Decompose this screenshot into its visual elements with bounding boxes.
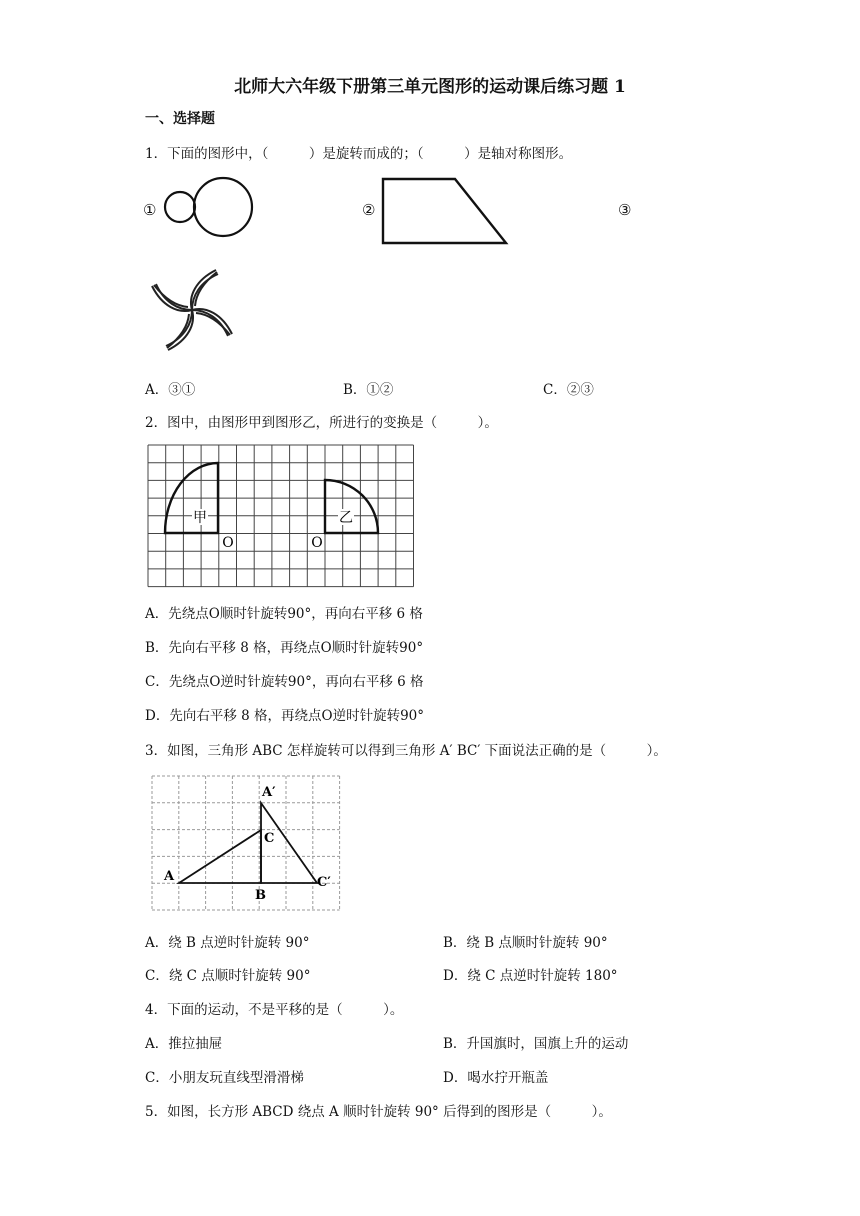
label-o-right: O bbox=[311, 535, 323, 551]
point-c-label: C bbox=[264, 831, 275, 846]
q3-option-b: B．绕 B 点顺时针旋转 90° bbox=[443, 935, 608, 951]
q2-option-b: B．先向右平移 8 格，再绕点O顺时针旋转90° bbox=[145, 640, 424, 656]
q2-stem: 2．图中，由图形甲到图形乙，所进行的变换是（ ）。 bbox=[145, 415, 498, 431]
label-yi: 乙 bbox=[339, 510, 353, 526]
page-title: 北师大六年级下册第三单元图形的运动课后练习题 1 bbox=[234, 77, 626, 97]
point-a-label: A bbox=[164, 869, 175, 884]
q3-option-a: A．绕 B 点逆时针旋转 90° bbox=[145, 935, 310, 951]
q1-label-1: ① bbox=[143, 201, 157, 219]
q4-option-b: B．升国旗时，国旗上升的运动 bbox=[443, 1036, 629, 1052]
q1-label-2: ② bbox=[362, 201, 376, 219]
q1-option-a: A．③① bbox=[145, 382, 196, 398]
label-jia: 甲 bbox=[193, 510, 207, 526]
q1-stem: 1．下面的图形中，（ ）是旋转而成的；（ ）是轴对称图形。 bbox=[145, 146, 573, 162]
q3-stem: 3．如图，三角形 ABC 怎样旋转可以得到三角形 A′ BC′ 下面说法正确的是（ ）。 bbox=[145, 743, 667, 759]
q4-stem: 4．下面的运动，不是平移的是（ ）。 bbox=[145, 1002, 404, 1018]
q2-option-a: A．先绕点O顺时针旋转90°，再向右平移 6 格 bbox=[145, 606, 423, 622]
point-c2-label: C′ bbox=[317, 875, 331, 890]
q4-option-c: C．小朋友玩直线型滑滑梯 bbox=[145, 1070, 304, 1086]
point-a2-label: A′ bbox=[262, 785, 276, 800]
q5-stem: 5．如图，长方形 ABCD 绕点 A 顺时针旋转 90° 后得到的图形是（ ）。 bbox=[145, 1104, 612, 1120]
q4-option-d: D．喝水拧开瓶盖 bbox=[443, 1070, 549, 1086]
q1-label-3: ③ bbox=[618, 201, 632, 219]
q1-option-b: B．①② bbox=[343, 382, 394, 398]
q2-option-d: D．先向右平移 8 格，再绕点O逆时针旋转90° bbox=[145, 708, 424, 724]
label-o-left: O bbox=[222, 535, 234, 551]
section-heading: 一、选择题 bbox=[145, 111, 215, 127]
trapezoid-figure bbox=[380, 176, 510, 248]
q3-option-c: C．绕 C 点顺时针旋转 90° bbox=[145, 968, 311, 984]
q3-triangle-figure bbox=[150, 774, 346, 914]
q2-option-c: C．先绕点O逆时针旋转90°，再向右平移 6 格 bbox=[145, 674, 424, 690]
pinwheel-figure bbox=[146, 264, 238, 356]
q3-option-d: D．绕 C 点逆时针旋转 180° bbox=[443, 968, 618, 984]
q4-option-a: A．推拉抽屉 bbox=[145, 1036, 223, 1052]
q2-grid-figure bbox=[147, 444, 415, 586]
q1-option-c: C．②③ bbox=[543, 382, 594, 398]
point-b-label: B bbox=[255, 888, 266, 903]
two-circles-figure bbox=[160, 185, 260, 241]
